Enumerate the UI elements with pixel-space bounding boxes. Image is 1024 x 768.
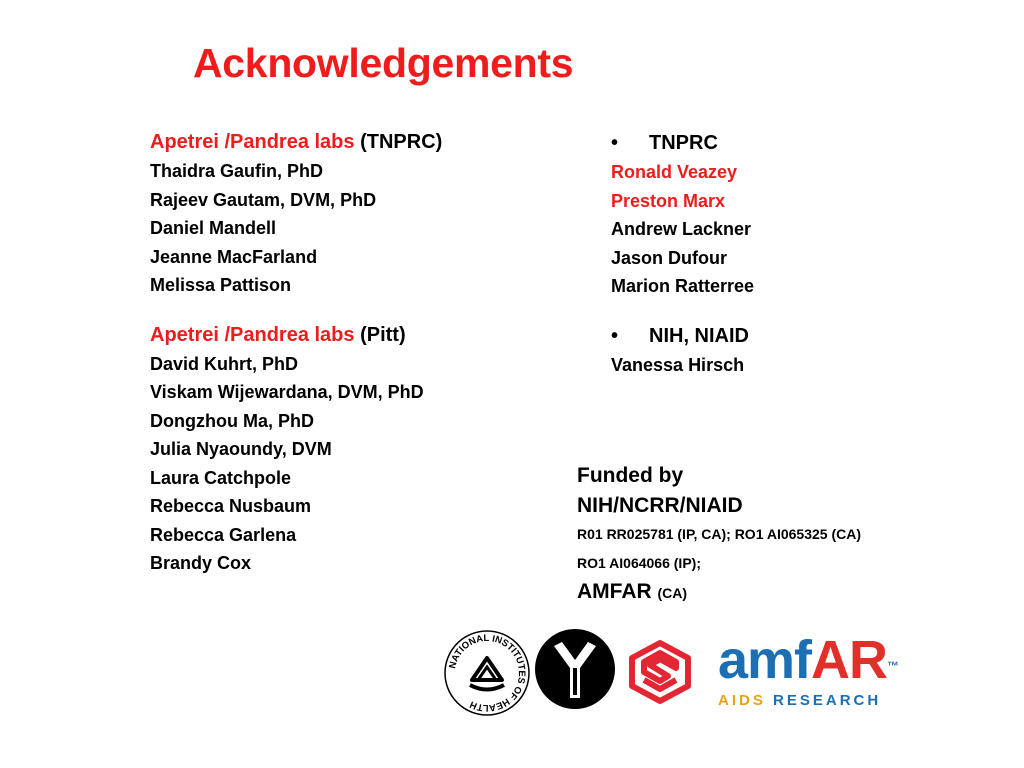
group-heading-lab: Apetrei /Pandrea labs: [150, 323, 355, 346]
member-name: Melissa Pattison: [150, 275, 292, 295]
member-name: Julia Nyaoundy, DVM: [150, 439, 332, 459]
group-spacer: [611, 301, 754, 321]
trademark-symbol: ™: [887, 659, 899, 673]
bullet-heading-text: NIH, NIAID: [649, 324, 749, 347]
lab-members-column: [150, 127, 442, 578]
group-spacer: [150, 300, 442, 320]
collaborators-column: [611, 128, 754, 379]
antibody-y-logo-icon: [534, 628, 616, 710]
amfar-wordmark: [718, 632, 918, 688]
amfar-tagline-aids: AIDS: [718, 692, 766, 709]
amfar-tagline: [718, 692, 918, 709]
member-name: Daniel Mandell: [150, 218, 277, 238]
collaborator-name: Jason Dufour: [611, 247, 728, 268]
group-heading-site: (TNPRC): [360, 131, 443, 153]
member-name: Viskam Wijewardana, DVM, PhD: [150, 382, 424, 402]
bullet-icon: •: [611, 324, 619, 347]
bullet-heading: [611, 128, 754, 158]
collaborator-name-highlighted: Ronald Veazey: [611, 162, 738, 182]
nih-seal-text: NATIONAL INSTITUTES OF HEALTH: [447, 632, 528, 714]
amfar-funding: [577, 578, 861, 607]
funding-block: [577, 461, 861, 607]
member-name: Rajeev Gautam, DVM, PhD: [150, 189, 377, 210]
grant-numbers: RO1 AI064066 (IP);: [577, 555, 701, 571]
group-heading-lab: Apetrei /Pandrea labs: [150, 131, 355, 153]
group-heading: [150, 127, 442, 157]
member-name: Thaidra Gaufin, PhD: [150, 161, 324, 181]
bullet-heading: [611, 321, 754, 351]
member-name: Rebecca Nusbaum: [150, 496, 312, 516]
funding-agencies: NIH/NCRR/NIAID: [577, 493, 743, 517]
member-name: David Kuhrt, PhD: [150, 353, 299, 374]
nih-seal-icon: [442, 628, 532, 718]
page-title: Acknowledgements: [193, 40, 574, 86]
member-name: Dongzhou Ma, PhD: [150, 410, 314, 431]
member-name: Jeanne MacFarland: [150, 246, 318, 267]
grant-numbers: R01 RR025781 (IP, CA); RO1 AI065325 (CA): [577, 526, 862, 542]
sponsor-logos: [0, 626, 1024, 726]
collaborator-name-highlighted: Preston Marx: [611, 190, 726, 211]
member-name: Laura Catchpole: [150, 467, 292, 488]
bullet-heading-text: TNPRC: [649, 132, 718, 154]
amfar-logo: [718, 632, 918, 718]
amfar-wordmark-upper: AR: [811, 630, 888, 690]
member-name: Rebecca Garlena: [150, 524, 297, 545]
collaborator-group-tnprc: [611, 128, 754, 301]
member-name: Brandy Cox: [150, 553, 252, 573]
amfar-funding-recipient: (CA): [657, 585, 688, 601]
collaborator-name: Marion Ratterree: [611, 276, 755, 296]
lab-group-tnprc: [150, 127, 442, 300]
collaborator-name: Andrew Lackner: [611, 219, 752, 239]
collaborator-group-nih: [611, 321, 754, 380]
funding-label: Funded by: [577, 464, 684, 487]
bullet-icon: •: [611, 132, 619, 154]
lab-group-pitt: [150, 320, 442, 578]
red-hexagon-logo-icon: [624, 638, 696, 706]
amfar-funding-name: AMFAR: [577, 580, 652, 603]
collaborator-name: Vanessa Hirsch: [611, 354, 745, 375]
group-heading-site: (Pitt): [360, 323, 406, 346]
group-heading: [150, 320, 442, 350]
amfar-wordmark-lower: amf: [718, 630, 812, 690]
amfar-tagline-research: RESEARCH: [773, 692, 882, 709]
